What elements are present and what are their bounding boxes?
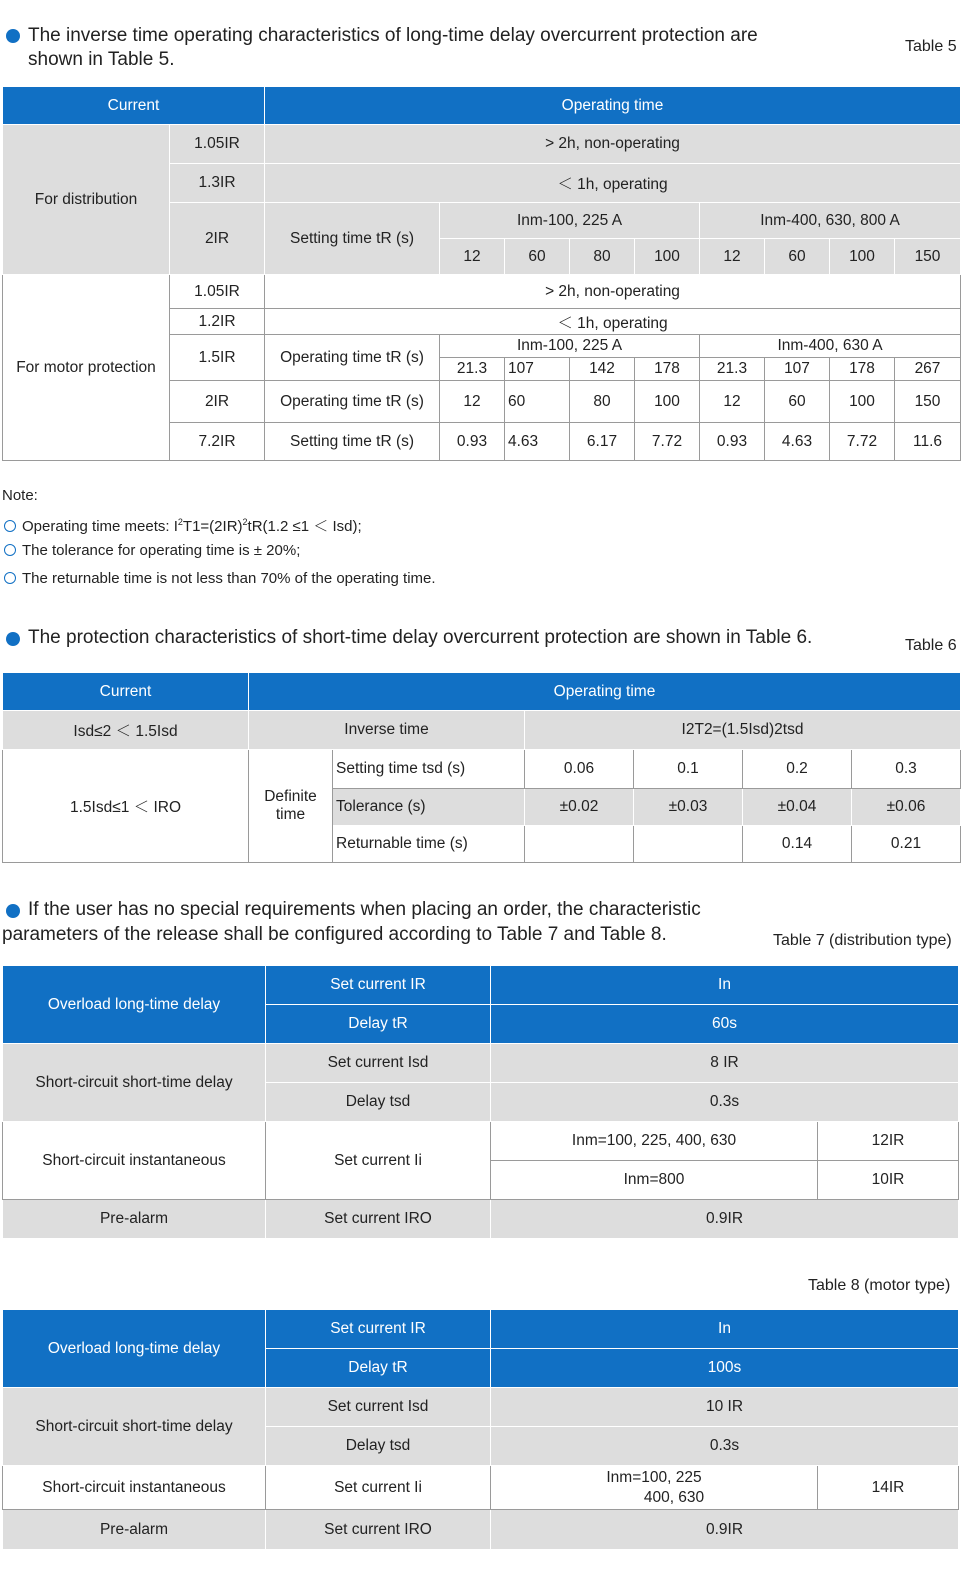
row-label: Short-circuit instantaneous	[3, 1122, 266, 1200]
header-operating-time: Operating time	[265, 87, 961, 125]
row-label: Short-circuit instantaneous	[3, 1466, 266, 1510]
value-cell: Inm=800	[491, 1161, 818, 1200]
value-cell: 11.6	[895, 423, 961, 461]
value-cell: 100	[635, 381, 700, 423]
circle-bullet-icon	[4, 520, 16, 532]
value-cell: 60	[765, 381, 830, 423]
row-label: Pre-alarm	[3, 1510, 266, 1550]
note-item: The tolerance for operating time is ± 20%;	[4, 542, 300, 559]
value-cell	[525, 826, 634, 863]
bullet-icon	[6, 632, 20, 646]
label-cell: Setting time tsd (s)	[333, 750, 525, 789]
param-cell: Delay tR	[266, 1005, 491, 1044]
current-cell: 1.2IR	[170, 309, 265, 335]
circle-bullet-icon	[4, 572, 16, 584]
table7-intro-line2: parameters of the release shall be configured according to Table 7 and Table 8.	[2, 924, 667, 945]
value-cell: 8 IR	[491, 1044, 959, 1083]
table6-intro: The protection characteristics of short-time delay overcurrent protection are shown in Table 6.	[28, 627, 813, 648]
value-cell: 12	[700, 239, 765, 275]
value-cell: > 2h, non-operating	[265, 125, 961, 164]
group-header: Inm-100, 225 A	[440, 203, 700, 239]
value-cell: 0.93	[700, 423, 765, 461]
group-header: Inm-400, 630 A	[700, 335, 961, 358]
value-cell	[634, 826, 743, 863]
value-cell: 100s	[491, 1349, 959, 1388]
param-cell: Delay tsd	[266, 1083, 491, 1122]
note-item: The returnable time is not less than 70% of the operating time.	[4, 570, 436, 587]
value-cell: 10 IR	[491, 1388, 959, 1427]
value-cell: 4.63	[765, 423, 830, 461]
param-cell: Set current IRO	[266, 1510, 491, 1550]
bullet-icon	[6, 29, 20, 43]
param-cell: Set current IRO	[266, 1200, 491, 1239]
header-current: Current	[3, 87, 265, 125]
value-cell: ±0.03	[634, 789, 743, 826]
value-cell: 12	[700, 381, 765, 423]
value-cell: ±0.02	[525, 789, 634, 826]
row-label: Pre-alarm	[3, 1200, 266, 1239]
value-cell: 0.9IR	[491, 1200, 959, 1239]
value-cell: 12	[440, 381, 505, 423]
table-6	[2, 672, 961, 863]
bullet-icon	[6, 904, 20, 918]
value-cell: 0.1	[634, 750, 743, 789]
value-cell: 60s	[491, 1005, 959, 1044]
circle-bullet-icon	[4, 544, 16, 556]
value-cell: 80	[570, 239, 635, 275]
value-cell: 12	[440, 239, 505, 275]
value-cell: > 2h, non-operating	[265, 275, 961, 309]
param-cell: Set current Isd	[266, 1044, 491, 1083]
value-cell: 12IR	[818, 1122, 959, 1161]
value-cell: 21.3	[440, 358, 505, 381]
value-cell: 100	[635, 239, 700, 275]
value-cell: ±0.06	[852, 789, 961, 826]
row-label: Short-circuit short-time delay	[3, 1388, 266, 1466]
param-cell: Set current Ii	[266, 1122, 491, 1200]
value-cell: 60	[505, 239, 570, 275]
value-cell: 60	[505, 381, 570, 423]
value-cell: 150	[895, 381, 961, 423]
value-cell: ＜ 1h, operating	[265, 309, 961, 335]
value-cell: 21.3	[700, 358, 765, 381]
current-cell: 2IR	[170, 381, 265, 423]
value-cell: 0.3s	[491, 1427, 959, 1466]
type-cell: Definite time	[249, 750, 333, 863]
current-cell: 1.05IR	[170, 275, 265, 309]
label-cell: Operating time tR (s)	[265, 335, 440, 381]
label-cell: Operating time tR (s)	[265, 381, 440, 423]
value-cell: 178	[635, 358, 700, 381]
value-cell: 10IR	[818, 1161, 959, 1200]
value-cell: 0.3	[852, 750, 961, 789]
row-label: Overload long-time delay	[3, 1310, 266, 1388]
value-cell: 178	[830, 358, 895, 381]
header-operating-time: Operating time	[249, 673, 961, 711]
current-cell: Isd≤2 ＜ 1.5Isd	[3, 711, 249, 750]
value-cell: 150	[895, 239, 961, 275]
formula-cell: I2T2=(1.5Isd)2tsd	[525, 711, 961, 750]
group-header: Inm-400, 630, 800 A	[700, 203, 961, 239]
table5-caption: Table 5	[905, 38, 957, 55]
value-cell: Inm=100, 225, 400, 630	[491, 1122, 818, 1161]
value-cell: 107	[505, 358, 570, 381]
type-cell: Inverse time	[249, 711, 525, 750]
current-cell: 1.05IR	[170, 125, 265, 164]
current-cell: 1.3IR	[170, 164, 265, 203]
value-cell: 100	[830, 381, 895, 423]
param-cell: Delay tsd	[266, 1427, 491, 1466]
label-cell: Setting time tR (s)	[265, 203, 440, 275]
table7-intro-line1: If the user has no special requirements when placing an order, the characteristic	[28, 899, 701, 920]
value-cell: 80	[570, 381, 635, 423]
value-cell: 7.72	[830, 423, 895, 461]
value-cell: 6.17	[570, 423, 635, 461]
table8-caption: Table 8 (motor type)	[808, 1277, 951, 1294]
param-cell: Set current IR	[266, 1310, 491, 1349]
current-cell: 2IR	[170, 203, 265, 275]
param-cell: Set current Ii	[266, 1466, 491, 1510]
label-cell: Tolerance (s)	[333, 789, 525, 826]
value-cell: 0.93	[440, 423, 505, 461]
value-cell: 60	[765, 239, 830, 275]
distribution-label: For distribution	[3, 125, 170, 275]
header-current: Current	[3, 673, 249, 711]
table-5	[2, 86, 961, 461]
table5-intro: The inverse time operating characteristics of long-time delay overcurrent protection are shown in Table 5.	[28, 25, 758, 70]
value-cell: 0.9IR	[491, 1510, 959, 1550]
value-cell: ±0.04	[743, 789, 852, 826]
note-item: Operating time meets: $I^2T1=(2IR)^2tR(1.2 \le 1 < Isd)$;	[4, 515, 362, 536]
value-cell: 0.3s	[491, 1083, 959, 1122]
param-cell: Set current Isd	[266, 1388, 491, 1427]
table-7	[2, 965, 959, 1239]
value-cell: Inm=100, 225 400, 630	[491, 1466, 818, 1510]
current-cell: 1.5IR	[170, 335, 265, 381]
value-cell: 4.63	[505, 423, 570, 461]
value-cell: 14IR	[818, 1466, 959, 1510]
current-cell: 7.2IR	[170, 423, 265, 461]
value-cell: In	[491, 966, 959, 1005]
value-cell: 0.06	[525, 750, 634, 789]
label-cell: Returnable time (s)	[333, 826, 525, 863]
group-header: Inm-100, 225 A	[440, 335, 700, 358]
table6-caption: Table 6	[905, 637, 957, 654]
value-cell: 267	[895, 358, 961, 381]
value-cell: ＜ 1h, operating	[265, 164, 961, 203]
note-title: Note:	[2, 487, 38, 504]
value-cell: 0.21	[852, 826, 961, 863]
value-cell: 107	[765, 358, 830, 381]
value-cell: 142	[570, 358, 635, 381]
value-cell: In	[491, 1310, 959, 1349]
value-cell: 7.72	[635, 423, 700, 461]
label-cell: Setting time tR (s)	[265, 423, 440, 461]
param-cell: Set current IR	[266, 966, 491, 1005]
row-label: Short-circuit short-time delay	[3, 1044, 266, 1122]
param-cell: Delay tR	[266, 1349, 491, 1388]
table-8	[2, 1309, 959, 1550]
current-cell: 1.5Isd≤1 ＜ IRO	[3, 750, 249, 863]
value-cell: 0.14	[743, 826, 852, 863]
value-cell: 100	[830, 239, 895, 275]
table7-caption: Table 7 (distribution type)	[773, 932, 952, 949]
value-cell: 0.2	[743, 750, 852, 789]
row-label: Overload long-time delay	[3, 966, 266, 1044]
motor-label: For motor protection	[3, 275, 170, 461]
